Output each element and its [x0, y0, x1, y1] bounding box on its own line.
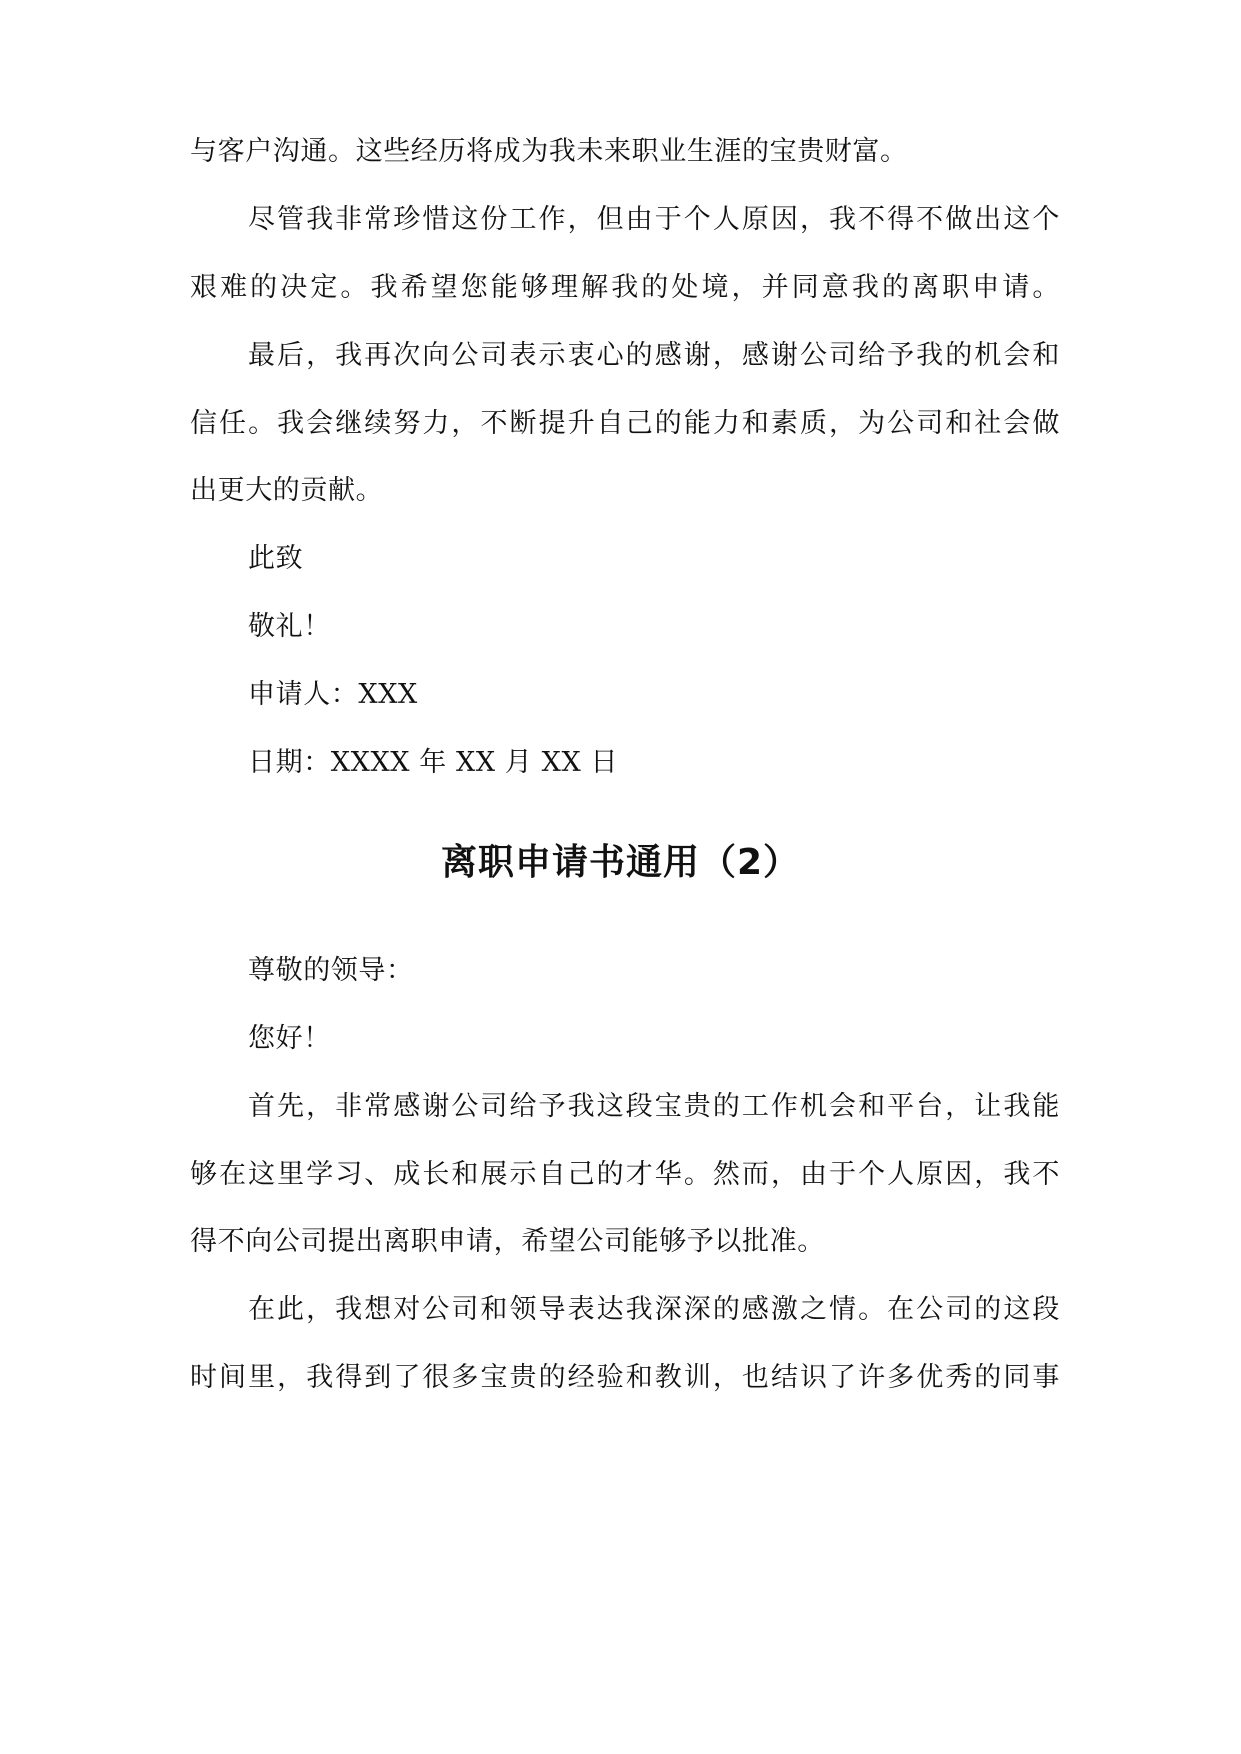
section-title: 离职申请书通用（2） [440, 842, 801, 883]
paragraph-line: 最后，我再次向公司表示衷心的感谢，感谢公司给予我的机会和 [248, 340, 1060, 371]
paragraph-line: 够在这里学习、成长和展示自己的才华。然而，由于个人原因，我不 [190, 1159, 1060, 1190]
closing-line: 敬礼！ [248, 611, 331, 642]
paragraph-line: 艰难的决定。我希望您能够理解我的处境，并同意我的离职申请。 [190, 272, 1060, 303]
paragraph-line: 信任。我会继续努力，不断提升自己的能力和素质，为公司和社会做 [190, 408, 1060, 439]
paragraph-line: 出更大的贡献。 [190, 475, 384, 506]
date-line: 日期：XXXX 年 XX 月 XX 日 [248, 747, 619, 778]
salutation-line: 尊敬的领导： [248, 955, 414, 986]
closing-line: 此致 [248, 543, 304, 574]
paragraph-line: 与客户沟通。这些经历将成为我未来职业生涯的宝贵财富。 [190, 136, 908, 167]
paragraph-line: 首先，非常感谢公司给予我这段宝贵的工作机会和平台，让我能 [248, 1091, 1060, 1122]
paragraph-line: 在此，我想对公司和领导表达我深深的感激之情。在公司的这段 [248, 1294, 1060, 1325]
greeting-line: 您好！ [248, 1023, 331, 1054]
paragraph-line: 时间里，我得到了很多宝贵的经验和教训，也结识了许多优秀的同事 [190, 1362, 1060, 1393]
paragraph-line: 得不向公司提出离职申请，希望公司能够予以批准。 [190, 1226, 825, 1257]
paragraph-line: 尽管我非常珍惜这份工作，但由于个人原因，我不得不做出这个 [248, 204, 1060, 235]
applicant-line: 申请人：XXX [248, 679, 418, 710]
